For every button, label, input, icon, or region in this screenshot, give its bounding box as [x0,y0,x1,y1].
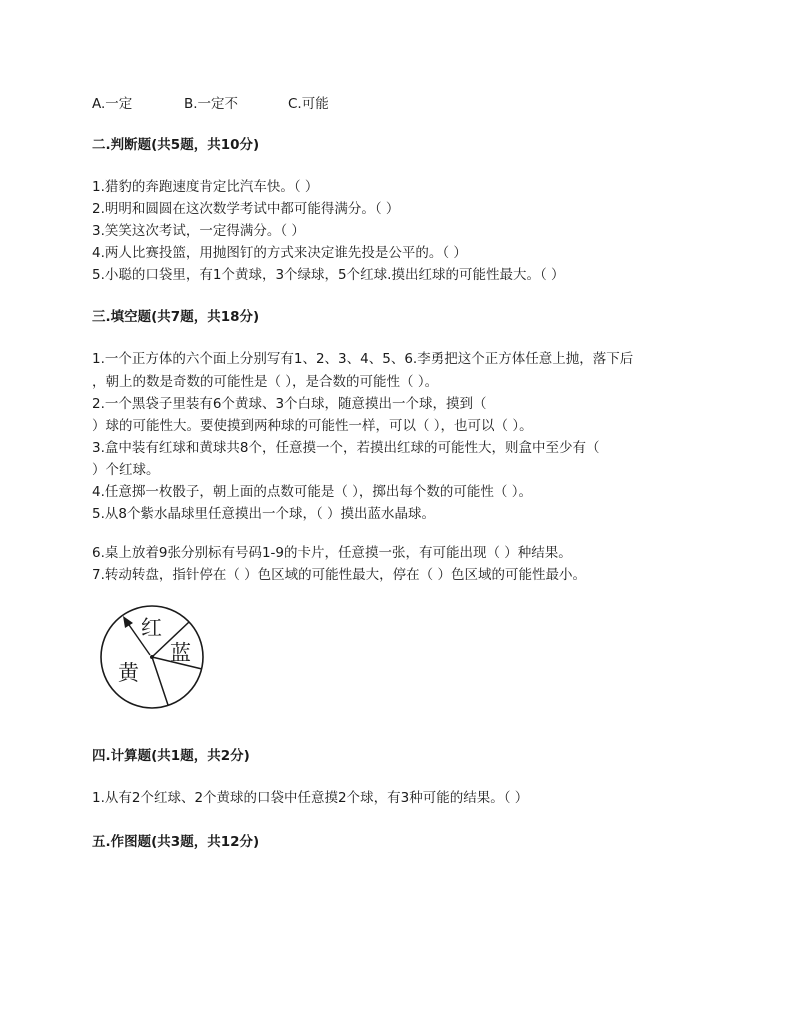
judgment-item-5: 5.小聪的口袋里，有1个黄球，3个绿球，5个红球.摸出红球的可能性最大。（ ） [92,267,565,283]
fill-blank-line-6: ）个红球。 [92,462,160,478]
section-heading-drawing: 五.作图题(共3题，共12分) [92,834,260,850]
judgment-item-4: 4.两人比赛投篮，用抛图钉的方式来决定谁先投是公平的。（ ） [92,245,467,261]
fill-blank-line-5: 3.盒中装有红球和黄球共8个，任意摸一个，若摸出红球的可能性大，则盒中至少有（ [92,440,600,456]
fill-blank-line-2: ，朝上的数是奇数的可能性是（ ），是合数的可能性（ ）。 [92,374,439,390]
choice-c: C.可能 [288,96,329,112]
divider-line-3 [152,657,168,705]
pointer-pivot [150,655,154,659]
sector-label-red: 红 [141,616,162,640]
choice-b: B.一定不 [184,96,239,112]
fill-blank-line-9: 6.桌上放着9张分别标有号码1-9的卡片，任意摸一张，有可能出现（ ）种结果。 [92,545,572,561]
section-heading-judgment: 二.判断题(共5题，共10分) [92,137,260,153]
sector-label-blue: 蓝 [170,641,191,665]
judgment-item-2: 2.明明和圆圆在这次数学考试中都可能得满分。（ ） [92,201,400,217]
calculation-item-1: 1.从有2个红球、2个黄球的口袋中任意摸2个球，有3种可能的结果。（ ） [92,790,529,806]
fill-blank-line-1: 1.一个正方体的六个面上分别写有1、2、3、4、5、6.李勇把这个正方体任意上抛，落下后 [92,351,634,367]
fill-blank-line-8: 5.从8个紫水晶球里任意摸出一个球，（ ）摸出蓝水晶球。 [92,506,436,522]
fill-blank-line-10: 7.转动转盘，指针停在（ ）色区域的可能性最大，停在（ ）色区域的可能性最小。 [92,567,586,583]
sector-label-yellow: 黄 [118,661,139,685]
pointer-arrowhead [123,616,133,628]
judgment-item-3: 3.笑笑这次考试，一定得满分。（ ） [92,223,305,239]
fill-blank-line-4: ）球的可能性大。要使摸到两种球的可能性一样，可以（ ），也可以（ ）。 [92,418,533,434]
section-heading-calculation: 四.计算题(共1题，共2分) [92,748,250,764]
spinner-svg [98,603,206,711]
choice-a: A.一定 [92,96,133,112]
section-heading-fill-blank: 三.填空题(共7题，共18分) [92,309,260,325]
fill-blank-line-7: 4.任意掷一枚骰子，朝上面的点数可能是（ ），掷出每个数的可能性（ ）。 [92,484,532,500]
spinner-diagram [98,603,206,711]
judgment-item-1: 1.猎豹的奔跑速度肯定比汽车快。（ ） [92,179,319,195]
fill-blank-line-3: 2.一个黑袋子里装有6个黄球、3个白球，随意摸出一个球，摸到（ [92,396,487,412]
